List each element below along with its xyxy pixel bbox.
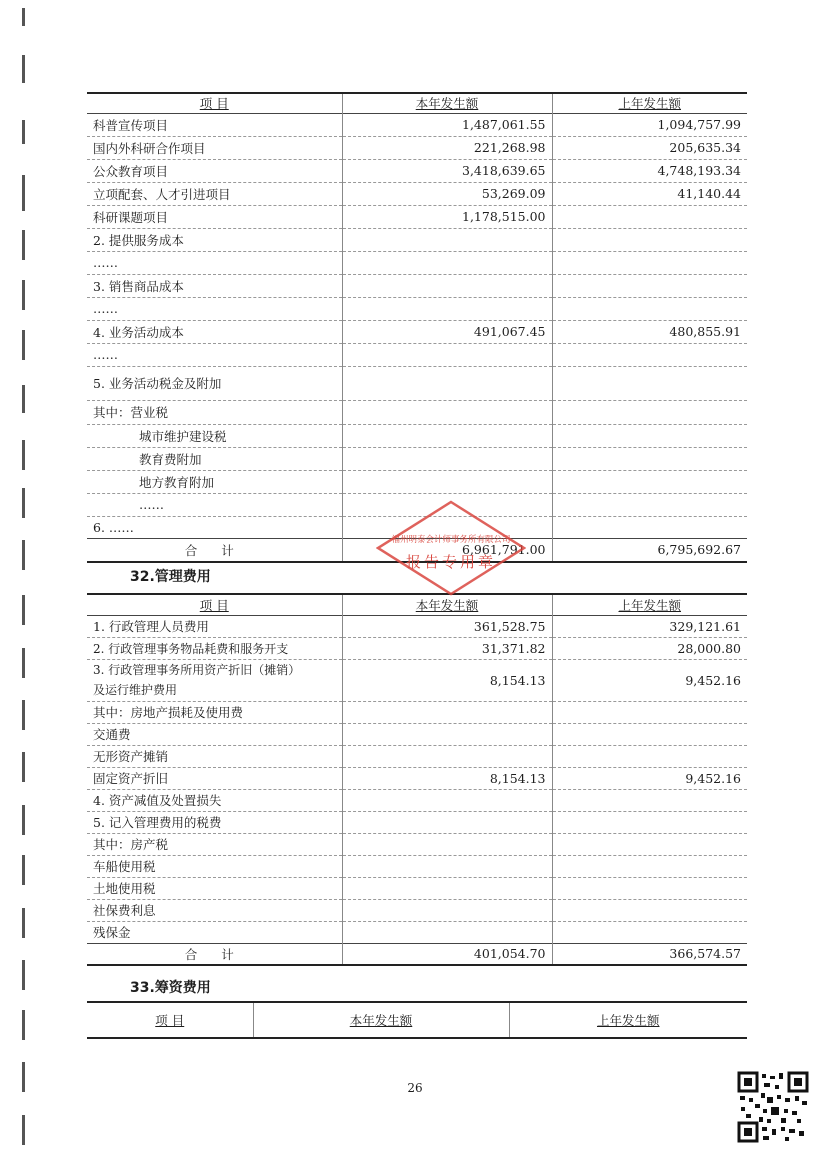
row-item: 2. 行政管理事务物品耗费和服务开支	[93, 641, 289, 656]
row-current	[342, 424, 552, 447]
admin-expense-table	[87, 593, 747, 966]
row-prior: 1,094,757.99	[552, 113, 747, 136]
report-seal-stamp	[376, 500, 526, 596]
row-item: 城市维护建设税	[139, 428, 227, 444]
row-prior: 9,452.16	[552, 767, 747, 789]
row-item: 残保金	[93, 925, 131, 940]
row-current	[342, 470, 552, 493]
header-prior-year: 上年发生额	[552, 594, 747, 615]
table-row	[87, 899, 747, 921]
row-prior	[552, 701, 747, 723]
business-cost-table	[87, 92, 747, 563]
table-header	[87, 1002, 747, 1038]
qr-code-icon	[737, 1071, 809, 1143]
table-row	[87, 320, 747, 343]
row-current	[342, 228, 552, 251]
row-current	[342, 789, 552, 811]
table-row	[87, 833, 747, 855]
section-title-33: 33.筹资费用	[130, 980, 211, 996]
row-current	[342, 343, 552, 366]
table-header	[87, 594, 747, 615]
row-item: 交通费	[93, 727, 131, 742]
section-title-32: 32.管理费用	[130, 569, 211, 585]
financing-expense-table	[87, 1001, 747, 1039]
row-prior: 205,635.34	[552, 136, 747, 159]
table-row	[87, 136, 747, 159]
table-row	[87, 767, 747, 789]
table-row	[87, 182, 747, 205]
row-item: 固定资产折旧	[93, 771, 169, 786]
stamp-line2: 报告专用章	[405, 553, 497, 571]
table-row	[87, 855, 747, 877]
row-prior	[552, 343, 747, 366]
row-prior: 9,452.16	[552, 659, 747, 701]
header-prior-year: 上年发生额	[552, 93, 747, 113]
row-current: 361,528.75	[342, 615, 552, 637]
row-prior	[552, 877, 747, 899]
page-number: 26	[407, 1081, 423, 1095]
row-prior	[552, 205, 747, 228]
header-item: 项 目	[199, 96, 229, 112]
row-prior	[552, 723, 747, 745]
row-prior	[552, 833, 747, 855]
row-current	[342, 855, 552, 877]
header-current-year: 本年发生额	[342, 594, 552, 615]
header-current-year: 本年发生额	[253, 1002, 509, 1038]
row-prior	[552, 447, 747, 470]
row-prior	[552, 789, 747, 811]
row-item: 其中：房地产损耗及使用费	[93, 705, 244, 720]
row-prior	[552, 855, 747, 877]
row-current	[342, 877, 552, 899]
row-item	[87, 659, 342, 701]
row-prior	[552, 921, 747, 943]
row-item: 其中：营业税	[93, 405, 169, 420]
table-row	[87, 701, 747, 723]
row-current: 1,487,061.55	[342, 113, 552, 136]
row-current	[342, 921, 552, 943]
row-prior	[552, 297, 747, 320]
row-item: 地方教育附加	[139, 474, 215, 490]
total-prior: 366,574.57	[552, 943, 747, 965]
table-header	[87, 93, 747, 113]
row-current	[342, 833, 552, 855]
table-row	[87, 159, 747, 182]
row-item: 科研课题项目	[93, 209, 169, 225]
row-current	[342, 811, 552, 833]
table-row	[87, 366, 747, 400]
row-current	[342, 447, 552, 470]
table-row	[87, 205, 747, 228]
header-item: 项 目	[199, 597, 229, 613]
row-prior	[552, 228, 747, 251]
table-row	[87, 723, 747, 745]
total-current: 6,961,791.00	[342, 538, 552, 562]
row-item: 2. 提供服务成本	[93, 232, 184, 248]
row-item: 土地使用税	[93, 881, 156, 896]
row-prior: 4,748,193.34	[552, 159, 747, 182]
row-current	[342, 274, 552, 297]
row-prior: 28,000.80	[552, 637, 747, 659]
row-item: 6. ……	[93, 519, 134, 535]
row-current: 1,178,515.00	[342, 205, 552, 228]
header-item: 项 目	[155, 1013, 185, 1028]
row-current	[342, 899, 552, 921]
row-item-line1: 3. 行政管理事务所用资产折旧（摊销）	[93, 663, 301, 677]
stamp-line1: 福州明泰会计师事务所有限公司	[391, 535, 511, 545]
row-current: 31,371.82	[342, 637, 552, 659]
total-row	[87, 943, 747, 965]
total-prior: 6,795,692.67	[552, 538, 747, 562]
row-current: 53,269.09	[342, 182, 552, 205]
row-item: 其中：房产税	[93, 837, 169, 852]
row-item: 3. 销售商品成本	[93, 278, 184, 294]
row-item: 5. 业务活动税金及附加	[93, 376, 222, 391]
row-current: 491,067.45	[342, 320, 552, 343]
header-prior-year: 上年发生额	[509, 1002, 747, 1038]
total-label: 合 计	[184, 946, 244, 962]
row-prior	[552, 899, 747, 921]
row-prior: 480,855.91	[552, 320, 747, 343]
row-item: 公众教育项目	[93, 163, 169, 179]
row-prior	[552, 251, 747, 274]
table-row	[87, 470, 747, 493]
table-row	[87, 745, 747, 767]
table-row	[87, 343, 747, 366]
total-current: 401,054.70	[342, 943, 552, 965]
row-current: 8,154.13	[342, 659, 552, 701]
row-current	[342, 366, 552, 400]
row-current	[342, 251, 552, 274]
row-item: 4. 业务活动成本	[93, 324, 184, 340]
row-item: 社保费利息	[93, 903, 156, 918]
row-item: 无形资产摊销	[93, 749, 169, 764]
table-row	[87, 113, 747, 136]
table-row	[87, 228, 747, 251]
row-current	[342, 297, 552, 320]
row-current	[342, 723, 552, 745]
row-current	[342, 400, 552, 424]
row-item: ……	[93, 255, 118, 270]
row-item: ……	[93, 301, 118, 316]
row-current	[342, 745, 552, 767]
row-item: 科普宣传项目	[93, 117, 169, 133]
table-row	[87, 789, 747, 811]
row-item-line2: 及运行维护费用	[93, 683, 178, 697]
table-row	[87, 811, 747, 833]
row-item: 车船使用税	[93, 859, 156, 874]
row-prior	[552, 400, 747, 424]
row-item: ……	[139, 497, 164, 512]
row-prior	[552, 811, 747, 833]
row-prior	[552, 424, 747, 447]
row-prior	[552, 274, 747, 297]
table-row	[87, 297, 747, 320]
table-row	[87, 251, 747, 274]
row-current: 8,154.13	[342, 767, 552, 789]
row-prior	[552, 366, 747, 400]
table-row	[87, 400, 747, 424]
table-row	[87, 877, 747, 899]
table-row	[87, 659, 747, 701]
row-current: 3,418,639.65	[342, 159, 552, 182]
row-prior	[552, 493, 747, 516]
row-prior	[552, 745, 747, 767]
table-row	[87, 615, 747, 637]
row-prior	[552, 516, 747, 538]
total-label: 合 计	[184, 542, 244, 558]
row-current	[342, 701, 552, 723]
row-prior: 41,140.44	[552, 182, 747, 205]
row-item: 国内外科研合作项目	[93, 140, 206, 156]
table-row	[87, 921, 747, 943]
row-prior	[552, 470, 747, 493]
table-row	[87, 637, 747, 659]
row-item: 4. 资产减值及处置损失	[93, 793, 222, 808]
header-current-year: 本年发生额	[342, 93, 552, 113]
row-current: 221,268.98	[342, 136, 552, 159]
row-item: 5. 记入管理费用的税费	[93, 815, 222, 830]
row-prior: 329,121.61	[552, 615, 747, 637]
row-item: ……	[93, 347, 118, 362]
table-row	[87, 274, 747, 297]
row-item: 教育费附加	[139, 451, 202, 467]
row-item: 1. 行政管理人员费用	[93, 619, 209, 634]
table-row	[87, 447, 747, 470]
row-item: 立项配套、人才引进项目	[93, 186, 231, 202]
table-row	[87, 424, 747, 447]
